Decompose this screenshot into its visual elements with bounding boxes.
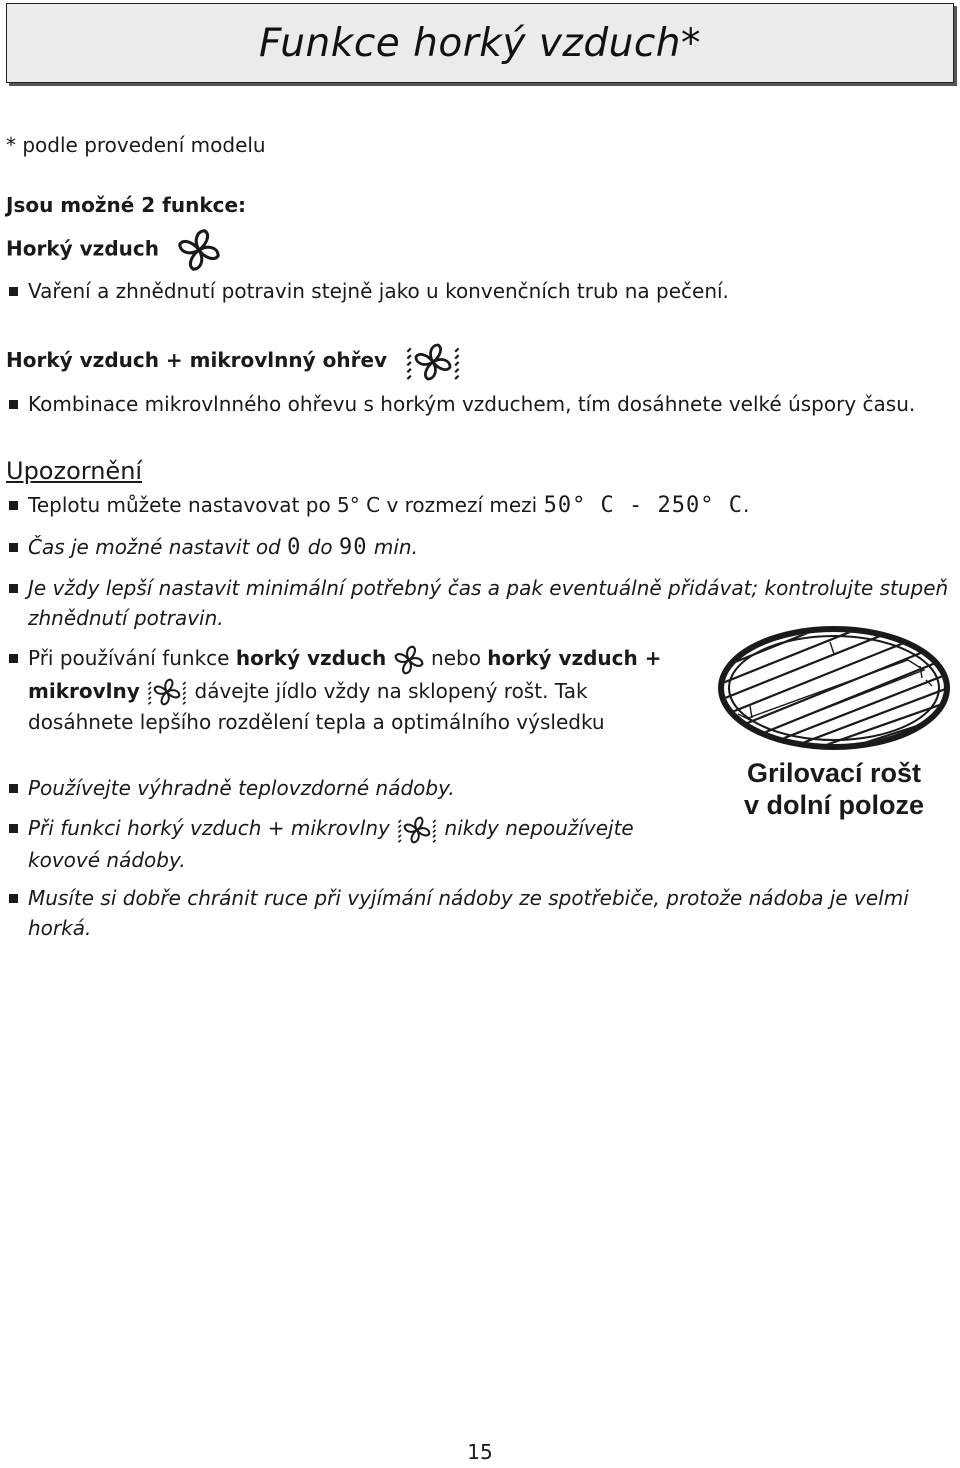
function2-heading [6,338,462,383]
time-text-c: min. [373,535,418,559]
fan-icon [176,227,222,273]
metal-text-b: nikdy nepoužívejte kovové nádoby. [28,816,634,872]
function2-bullet: Kombinace mikrovlnného ohřevu s horkým vzduchem, tím dosáhnete velké úspory času. [6,389,956,419]
warning-bullet-metal [6,813,686,875]
grill-rack-figure [710,622,956,832]
grill-bold-hot-air: horký vzduch [235,646,387,670]
time-from: 0 [287,535,302,560]
function2-label: Horký vzduch + mikrovlnný ohřev [6,348,388,372]
warning-bullet-hands: Musíte si dobře chránit ruce při vyjímání nádoby ze spotřebiče, protože nádoba je velmi horká. [6,883,956,943]
temperature-text: Teplotu můžete nastavovat po 5° C v rozmezí mezi [28,493,538,517]
warning-bullet-time [6,532,956,563]
temperature-end: . [743,493,750,517]
function1-heading [6,227,222,273]
function1-label: Horký vzduch [6,236,159,261]
time-text-b: do [307,535,333,559]
fan-microwave-icon [404,341,462,383]
grill-bold-hot-air-microwave: horký vzduch + mikrovlny [28,646,662,703]
functions-heading: Jsou možné 2 funkce: [6,193,247,217]
grill-text-b: nebo [431,646,481,670]
warning-bullet-dishes: Používejte výhradně teplovzdorné nádoby. [6,773,686,803]
model-note: * podle provedení modelu [6,133,266,157]
warning-heading: Upozornění [6,457,143,485]
grill-rack-illustration [710,622,956,832]
function1-bullet: Vaření a zhnědnutí potravin stejně jako u konvenčních trub na pečení. [6,276,956,306]
time-to: 90 [339,535,368,560]
metal-text-a: Při funkci horký vzduch + mikrovlny [28,816,390,840]
title-box [6,3,954,83]
fan-microwave-icon [396,815,438,845]
warning-bullet-grill [6,643,686,737]
grill-caption-line2: v dolní poloze [744,790,924,820]
temperature-range: 50° C - 250° C [543,493,744,518]
grill-text-a: Při používání funkce [28,646,230,670]
grill-caption-line1: Grilovací rošt [746,758,922,788]
fan-icon [393,644,425,676]
page-number: 15 [467,1440,493,1464]
grill-text-c: dávejte jídlo vždy na sklopený rošt. Tak dosáhnete lepšího rozdělení tepla a optimálního výsledku [28,678,605,734]
time-text-a: Čas je možné nastavit od [28,535,281,559]
warning-bullet-minimal-time: Je vždy lepší nastavit minimální potřebný čas a pak eventuálně přidávat; kontrolujte stupeň zhnědnutí potravin. [6,573,956,633]
warning-bullet-temperature [6,490,956,521]
page-title: Funkce horký vzduch* [258,21,702,66]
fan-microwave-icon [146,677,188,707]
